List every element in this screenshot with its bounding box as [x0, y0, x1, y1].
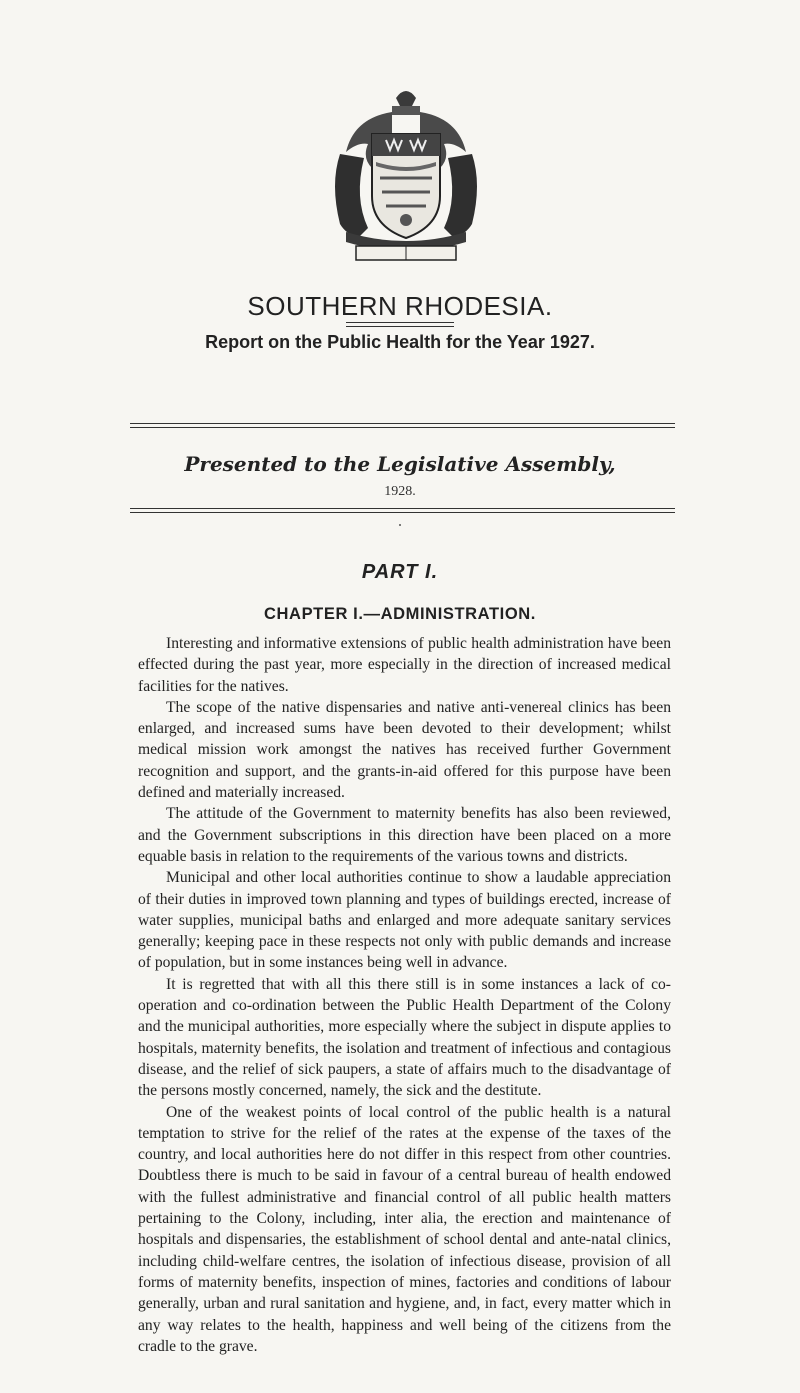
divider	[130, 512, 675, 513]
paragraph: It is regretted that with all this there still is in some instances a lack of co-operation and co-ordination between the Public Health Department of the Colony and the municipal authorities, more especially where the subject in dispute applies to hospitals, maternity benefits, the isolation and treatment of infectious and contagious disease, and the relief of sick paupers, a state of affairs much to the disadvantage of the persons mostly concerned, namely, the sick and the destitute.	[138, 975, 671, 1100]
paragraph: One of the weakest points of local control of the public health is a natural temptation to strive for the relief of the rates at the expense of the taxes of the country, and local authorities here do not differ in this respect from other countries. Doubtless there is much to be said in favour of a central bureau of health endowed with the fullest administrative and financial control of all public health matters pertaining to the Colony, including, inter alia, the erection and maintenance of hospitals and dispensaries, the establishment of school dental and ante-natal clinics, including child-welfare centres, the isolation of infectious disease, provision of all forms of maternity benefits, inspection of mines, factories and conditions of labour generally, urban and rural sanitation and hygiene, and, in fact, every matter which in any way relates to the health, happiness and well being of the citizens from the cradle to the grave.	[138, 1103, 671, 1355]
presented-year: 1928.	[384, 484, 416, 499]
country-heading: SOUTHERN RHODESIA.	[247, 291, 553, 321]
report-title: Report on the Public Health for the Year 1927.	[205, 332, 595, 352]
divider	[130, 427, 675, 428]
divider	[346, 322, 454, 323]
coat-of-arms-icon	[326, 82, 486, 272]
print-dot	[399, 524, 401, 526]
divider	[130, 508, 675, 509]
paragraph: Interesting and informative extensions of public health administration have been effected during the past year, more especially in the direction of increased medical facilities for the natives.	[138, 635, 671, 695]
divider	[130, 423, 675, 424]
presented-line: Presented to the Legislative Assembly,	[184, 452, 616, 476]
divider	[346, 326, 454, 327]
part-heading: PART I.	[361, 561, 439, 583]
chapter-body	[138, 633, 671, 1357]
paragraph: Municipal and other local authorities continue to show a laudable appreciation of their duties in improved town planning and types of buildings erected, increase of water supplies, municipal baths and enlarged and more adequate sanitary services generally; keeping pace in these respects not only with public demands and increase of population, but in some instances being well in advance.	[138, 869, 671, 972]
chapter-heading: CHAPTER I.—ADMINISTRATION.	[264, 605, 536, 623]
paragraph: The attitude of the Government to maternity benefits has also been reviewed, and the Government subscriptions in this direction have been placed on a more equable basis in relation to the requirements of the various towns and districts.	[138, 805, 671, 865]
paragraph: The scope of the native dispensaries and native anti-venereal clinics has been enlarged, and increased sums have been devoted to their development; whilst medical mission work amongst the natives has received further Government recognition and support, and the grants-in-aid offered for this purpose have been defined and materially increased.	[138, 698, 671, 802]
